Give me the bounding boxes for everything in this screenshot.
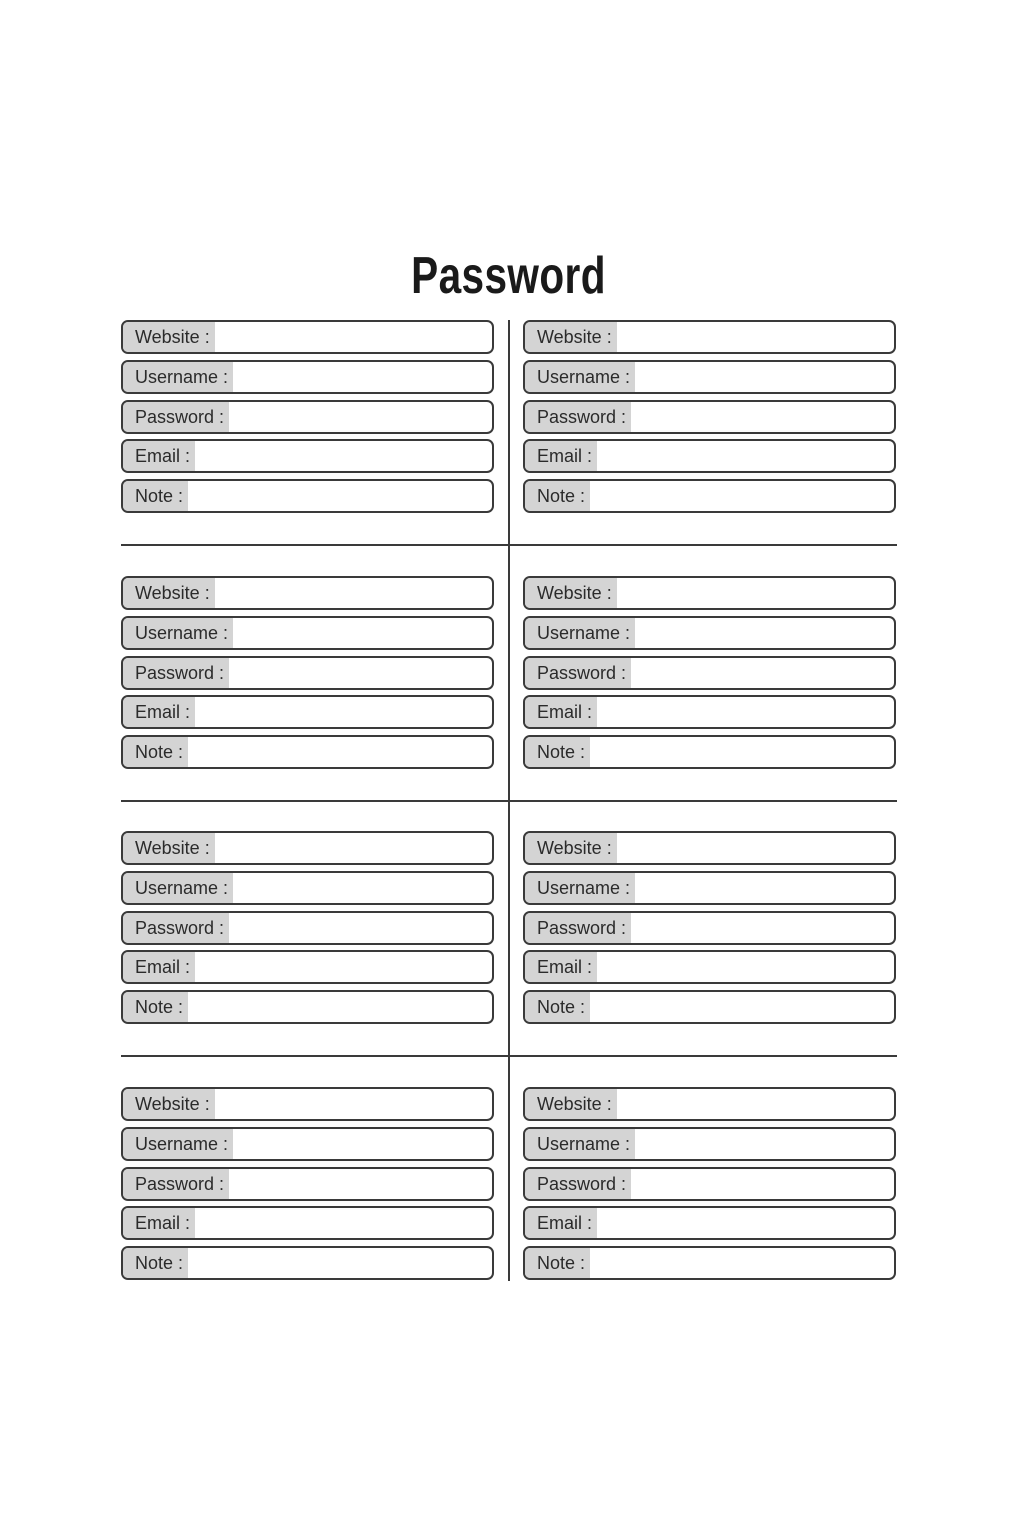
note-label: Note :: [123, 1248, 188, 1278]
website-field[interactable]: [523, 1087, 896, 1121]
note-field[interactable]: [121, 735, 494, 769]
note-field[interactable]: [121, 479, 494, 513]
note-field[interactable]: [523, 735, 896, 769]
username-label: Username :: [123, 873, 233, 903]
page-title: Password: [411, 247, 606, 305]
website-field[interactable]: [523, 831, 896, 865]
note-field[interactable]: [523, 990, 896, 1024]
website-label: Website :: [525, 578, 617, 608]
email-field[interactable]: [523, 1206, 896, 1240]
username-label: Username :: [525, 618, 635, 648]
website-label: Website :: [123, 1089, 215, 1119]
email-field[interactable]: [121, 439, 494, 473]
password-label: Password :: [525, 913, 631, 943]
website-field[interactable]: [121, 831, 494, 865]
row-divider: [121, 800, 897, 802]
website-label: Website :: [123, 578, 215, 608]
password-field[interactable]: [121, 400, 494, 434]
password-label: Password :: [123, 658, 229, 688]
password-log-grid: [121, 320, 897, 1281]
username-label: Username :: [525, 1129, 635, 1159]
password-label: Password :: [525, 658, 631, 688]
website-field[interactable]: [121, 320, 494, 354]
password-field[interactable]: [121, 911, 494, 945]
note-field[interactable]: [121, 990, 494, 1024]
email-label: Email :: [525, 441, 597, 471]
note-field[interactable]: [523, 1246, 896, 1280]
website-label: Website :: [525, 1089, 617, 1119]
username-field[interactable]: [121, 1127, 494, 1161]
email-label: Email :: [123, 697, 195, 727]
row-divider: [121, 1055, 897, 1057]
email-field[interactable]: [121, 695, 494, 729]
username-label: Username :: [123, 362, 233, 392]
email-label: Email :: [123, 441, 195, 471]
note-label: Note :: [123, 737, 188, 767]
note-field[interactable]: [523, 479, 896, 513]
email-field[interactable]: [523, 695, 896, 729]
email-field[interactable]: [121, 950, 494, 984]
password-field[interactable]: [121, 656, 494, 690]
password-field[interactable]: [523, 400, 896, 434]
website-field[interactable]: [523, 576, 896, 610]
row-divider: [121, 544, 897, 546]
username-field[interactable]: [121, 616, 494, 650]
note-field[interactable]: [121, 1246, 494, 1280]
email-label: Email :: [525, 697, 597, 727]
username-field[interactable]: [121, 360, 494, 394]
website-label: Website :: [525, 322, 617, 352]
username-field[interactable]: [523, 616, 896, 650]
note-label: Note :: [525, 992, 590, 1022]
username-label: Username :: [525, 873, 635, 903]
email-label: Email :: [525, 1208, 597, 1238]
password-label: Password :: [525, 402, 631, 432]
note-label: Note :: [525, 481, 590, 511]
password-label: Password :: [525, 1169, 631, 1199]
password-field[interactable]: [121, 1167, 494, 1201]
password-label: Password :: [123, 913, 229, 943]
website-label: Website :: [123, 322, 215, 352]
email-label: Email :: [525, 952, 597, 982]
website-label: Website :: [123, 833, 215, 863]
note-label: Note :: [123, 481, 188, 511]
username-field[interactable]: [121, 871, 494, 905]
username-field[interactable]: [523, 871, 896, 905]
email-label: Email :: [123, 952, 195, 982]
website-field[interactable]: [523, 320, 896, 354]
username-field[interactable]: [523, 360, 896, 394]
note-label: Note :: [525, 1248, 590, 1278]
username-label: Username :: [123, 618, 233, 648]
website-field[interactable]: [121, 576, 494, 610]
email-field[interactable]: [121, 1206, 494, 1240]
note-label: Note :: [525, 737, 590, 767]
note-label: Note :: [123, 992, 188, 1022]
password-field[interactable]: [523, 1167, 896, 1201]
password-field[interactable]: [523, 911, 896, 945]
email-label: Email :: [123, 1208, 195, 1238]
website-field[interactable]: [121, 1087, 494, 1121]
email-field[interactable]: [523, 950, 896, 984]
password-label: Password :: [123, 1169, 229, 1199]
email-field[interactable]: [523, 439, 896, 473]
password-field[interactable]: [523, 656, 896, 690]
password-label: Password :: [123, 402, 229, 432]
username-field[interactable]: [523, 1127, 896, 1161]
website-label: Website :: [525, 833, 617, 863]
username-label: Username :: [525, 362, 635, 392]
username-label: Username :: [123, 1129, 233, 1159]
